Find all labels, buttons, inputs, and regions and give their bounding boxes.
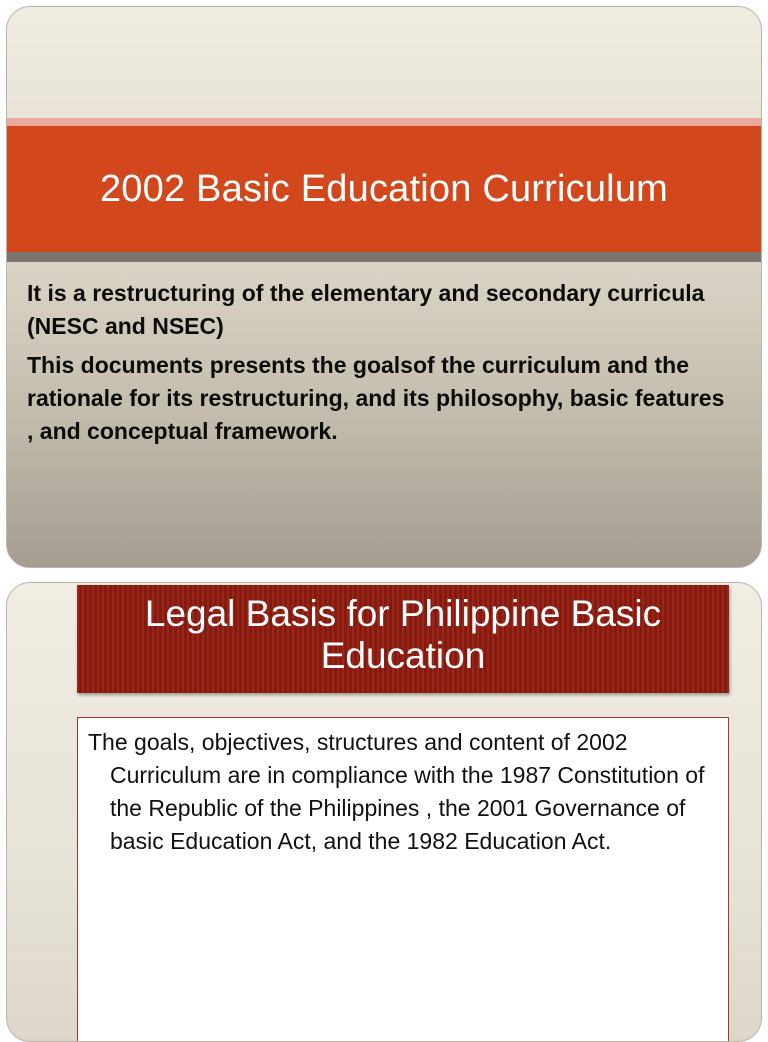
content-paragraph: The goals, objectives, structures and content of 2002 Curriculum are in compliance with the 1987 Constitution of the Republic of the Philippines , the 2001 Governance of basic Education Act, and the 1982 Education Act. xyxy=(88,729,705,854)
slide-title: 2002 Basic Education Curriculum xyxy=(99,167,669,210)
body-paragraph-2: This documents presents the goalsof the curriculum and the rationale for its restructuring, and its philosophy, basic features , and conceptual framework. xyxy=(27,352,725,444)
slide-legal-basis xyxy=(6,582,762,1042)
title-band xyxy=(7,126,761,252)
title-box xyxy=(77,585,729,693)
slide-title: Legal Basis for Philippine Basic Education xyxy=(144,593,662,676)
body-paragraph-1: It is a restructuring of the elementary and secondary curricula (NESC and NSEC) xyxy=(27,280,705,339)
slide-body xyxy=(27,277,737,454)
content-text-box xyxy=(77,717,729,1042)
title-top-accent-bar xyxy=(7,118,761,126)
title-bottom-accent-bar xyxy=(7,252,761,262)
slide-basic-education-curriculum xyxy=(6,6,762,568)
